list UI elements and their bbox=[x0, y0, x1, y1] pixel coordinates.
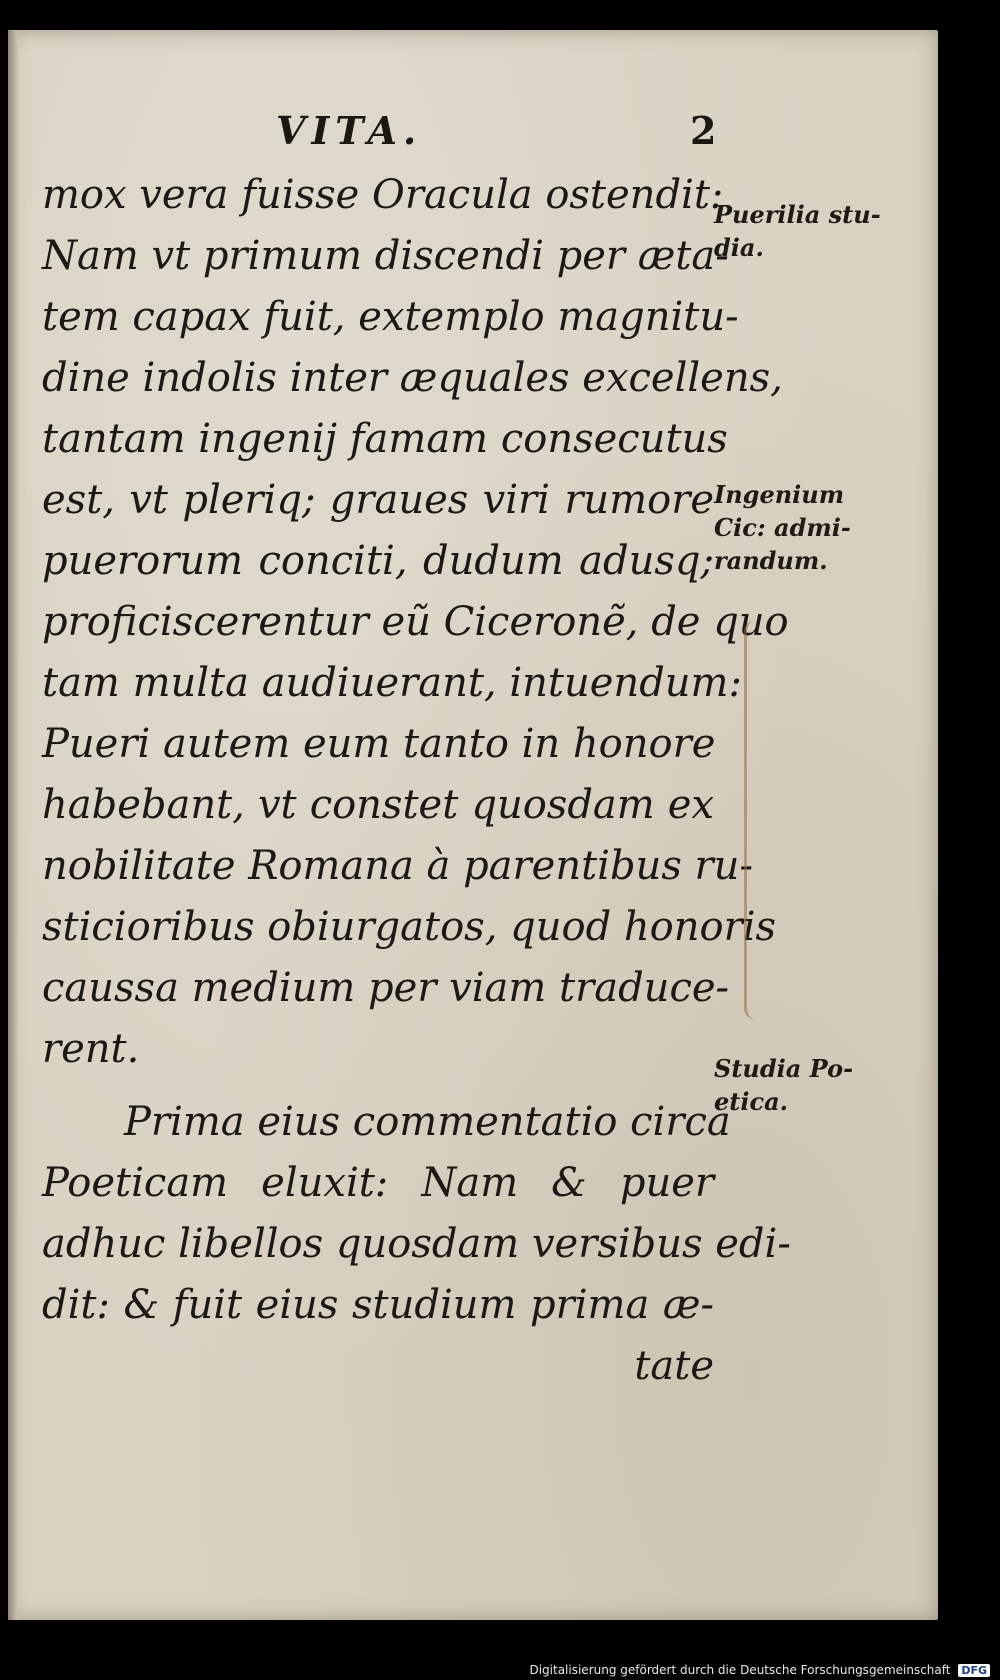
digitization-credit bbox=[529, 1663, 990, 1677]
credit-text: Digitalisierung gefördert durch die Deutsche Forschungsgemeinschaft bbox=[529, 1663, 951, 1677]
paragraph-first-line: Prima eius commentatio circa bbox=[124, 1099, 731, 1145]
text-line: dit: & fuit eius studium prima æ- bbox=[42, 1282, 714, 1328]
text-line: tam multa audiuerant, intuendum: bbox=[42, 660, 742, 706]
marginal-note-line: Cic: admi- bbox=[714, 513, 851, 542]
text-line: rent. bbox=[42, 1026, 140, 1072]
text-line: habebant, vt constet quosdam ex bbox=[42, 782, 714, 828]
page-spine-shadow bbox=[8, 30, 18, 1620]
text-line: Pueri autem eum tanto in honore bbox=[42, 721, 716, 767]
text-line: tantam ingenij famam consecutus bbox=[42, 416, 728, 462]
marginal-note-puerilia bbox=[714, 198, 881, 264]
catchword: tate bbox=[634, 1343, 714, 1389]
text-line: sticioribus obiurgatos, quod honoris bbox=[42, 904, 777, 950]
marginal-note-studia bbox=[714, 1052, 853, 1118]
running-title: VITA. bbox=[276, 108, 423, 153]
text-line: mox vera fuisse Oracula ostendit: bbox=[42, 172, 724, 218]
text-line: dine indolis inter æquales excellens, bbox=[42, 355, 783, 401]
text-line: Nam vt primum discendi per æta- bbox=[42, 233, 729, 279]
text-line: est, vt pleriq; graues viri rumore bbox=[42, 477, 714, 523]
text-line: adhuc libellos quosdam versibus edi- bbox=[42, 1221, 791, 1267]
text-line: nobilitate Romana à parentibus ru- bbox=[42, 843, 753, 889]
book-page bbox=[8, 30, 938, 1620]
marginal-note-ingenium bbox=[714, 478, 851, 577]
text-line: puerorum conciti, dudum adusq; bbox=[42, 538, 714, 584]
text-line: tem capax fuit, extemplo magnitu- bbox=[42, 294, 739, 340]
marginal-note-line: dia. bbox=[714, 233, 764, 262]
marginal-note-line: Ingenium bbox=[714, 480, 845, 509]
marginal-bracket-mark bbox=[744, 620, 767, 1020]
text-line: caussa medium per viam traduce- bbox=[42, 965, 730, 1011]
marginal-note-line: etica. bbox=[714, 1087, 788, 1116]
marginal-note-line: randum. bbox=[714, 546, 828, 575]
text-line: Poeticam eluxit: Nam & puer bbox=[42, 1160, 714, 1206]
page-header bbox=[8, 108, 938, 160]
marginal-note-line: Studia Po- bbox=[714, 1054, 854, 1083]
marginal-note-line: Puerilia stu- bbox=[714, 200, 881, 229]
dfg-logo: DFG bbox=[958, 1664, 990, 1677]
text-line: proficiscerentur eũ Ciceronẽ, de quo bbox=[42, 599, 789, 645]
page-number: 2 bbox=[690, 108, 717, 153]
